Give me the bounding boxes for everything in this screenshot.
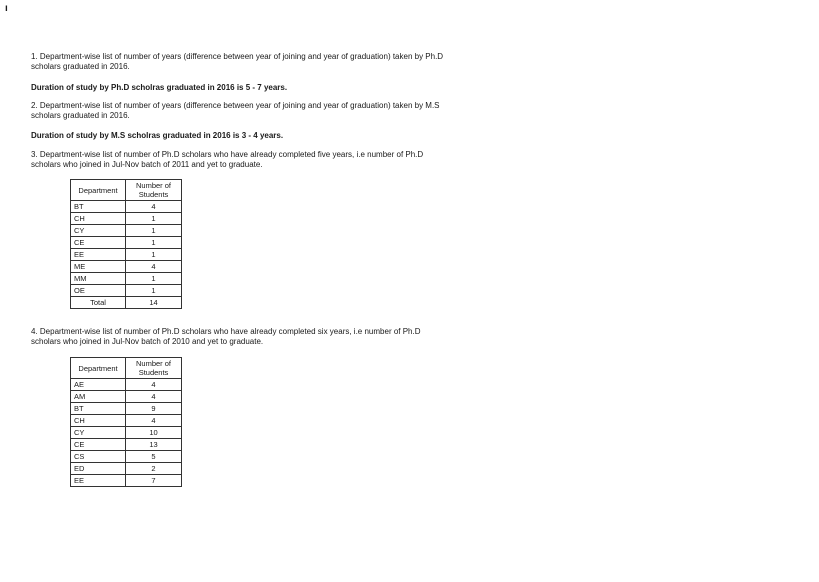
table-row (71, 379, 182, 391)
table-row (71, 237, 182, 249)
table-row (71, 225, 182, 237)
count-cell: 1 (126, 237, 182, 249)
table-row (71, 403, 182, 415)
count-cell: 1 (126, 225, 182, 237)
section-2-text: 2. Department-wise list of number of years (difference between year of joining and year of graduation) taken by M.S scholars graduated in 2016. (31, 101, 440, 120)
department-cell: ME (71, 261, 126, 273)
table-row (71, 261, 182, 273)
header-department: Department (71, 358, 126, 379)
table-row (71, 475, 182, 487)
table-phd-six-years (70, 357, 182, 487)
count-cell: 1 (126, 213, 182, 225)
table-row (71, 427, 182, 439)
table-row (71, 213, 182, 225)
department-cell: CH (71, 415, 126, 427)
department-cell: CY (71, 427, 126, 439)
department-cell: CY (71, 225, 126, 237)
table-row (71, 285, 182, 297)
table-row (71, 249, 182, 261)
count-cell: 4 (126, 391, 182, 403)
count-cell: 4 (126, 379, 182, 391)
count-cell: 10 (126, 427, 182, 439)
table-row (71, 451, 182, 463)
count-cell: 4 (126, 261, 182, 273)
count-cell: 2 (126, 463, 182, 475)
total-label: Total (71, 297, 126, 309)
header-department: Department (71, 180, 126, 201)
count-cell: 1 (126, 285, 182, 297)
table-row (71, 273, 182, 285)
section-2-summary: Duration of study by M.S scholras graduated in 2016 is 3 - 4 years. (31, 131, 284, 140)
department-cell: CE (71, 439, 126, 451)
count-cell: 4 (126, 201, 182, 213)
department-cell: MM (71, 273, 126, 285)
table-total-row (71, 297, 182, 309)
department-cell: CH (71, 213, 126, 225)
count-cell: 4 (126, 415, 182, 427)
table-row (71, 391, 182, 403)
count-cell: 9 (126, 403, 182, 415)
section-1-summary: Duration of study by Ph.D scholras graduated in 2016 is 5 - 7 years. (31, 83, 288, 92)
table-row (71, 415, 182, 427)
total-count: 14 (126, 297, 182, 309)
department-cell: ED (71, 463, 126, 475)
count-cell: 1 (126, 273, 182, 285)
department-cell: BT (71, 403, 126, 415)
table-header-row (71, 358, 182, 379)
table-row (71, 463, 182, 475)
department-cell: CS (71, 451, 126, 463)
table-header-row (71, 180, 182, 201)
header-number-of-students: Number of Students (126, 180, 182, 201)
count-cell: 1 (126, 249, 182, 261)
table-row (71, 201, 182, 213)
scan-mark: ı (5, 3, 8, 14)
section-4-text: 4. Department-wise list of number of Ph.D scholars who have already completed six years, i.e number of Ph.D scholars who joined in Jul-Nov batch of 2010 and yet to graduate. (31, 327, 421, 346)
section-1-text: 1. Department-wise list of number of years (difference between year of joining and year of graduation) taken by Ph.D scholars graduated in 2016. (31, 52, 444, 71)
table-phd-five-years (70, 179, 182, 309)
count-cell: 7 (126, 475, 182, 487)
department-cell: AM (71, 391, 126, 403)
department-cell: EE (71, 475, 126, 487)
department-cell: BT (71, 201, 126, 213)
section-3-text: 3. Department-wise list of number of Ph.D scholars who have already completed five years, i.e number of Ph.D scholars who joined in Jul-Nov batch of 2011 and yet to graduate. (31, 150, 424, 169)
table-row (71, 439, 182, 451)
count-cell: 5 (126, 451, 182, 463)
count-cell: 13 (126, 439, 182, 451)
department-cell: OE (71, 285, 126, 297)
header-number-of-students: Number of Students (126, 358, 182, 379)
department-cell: CE (71, 237, 126, 249)
department-cell: AE (71, 379, 126, 391)
department-cell: EE (71, 249, 126, 261)
